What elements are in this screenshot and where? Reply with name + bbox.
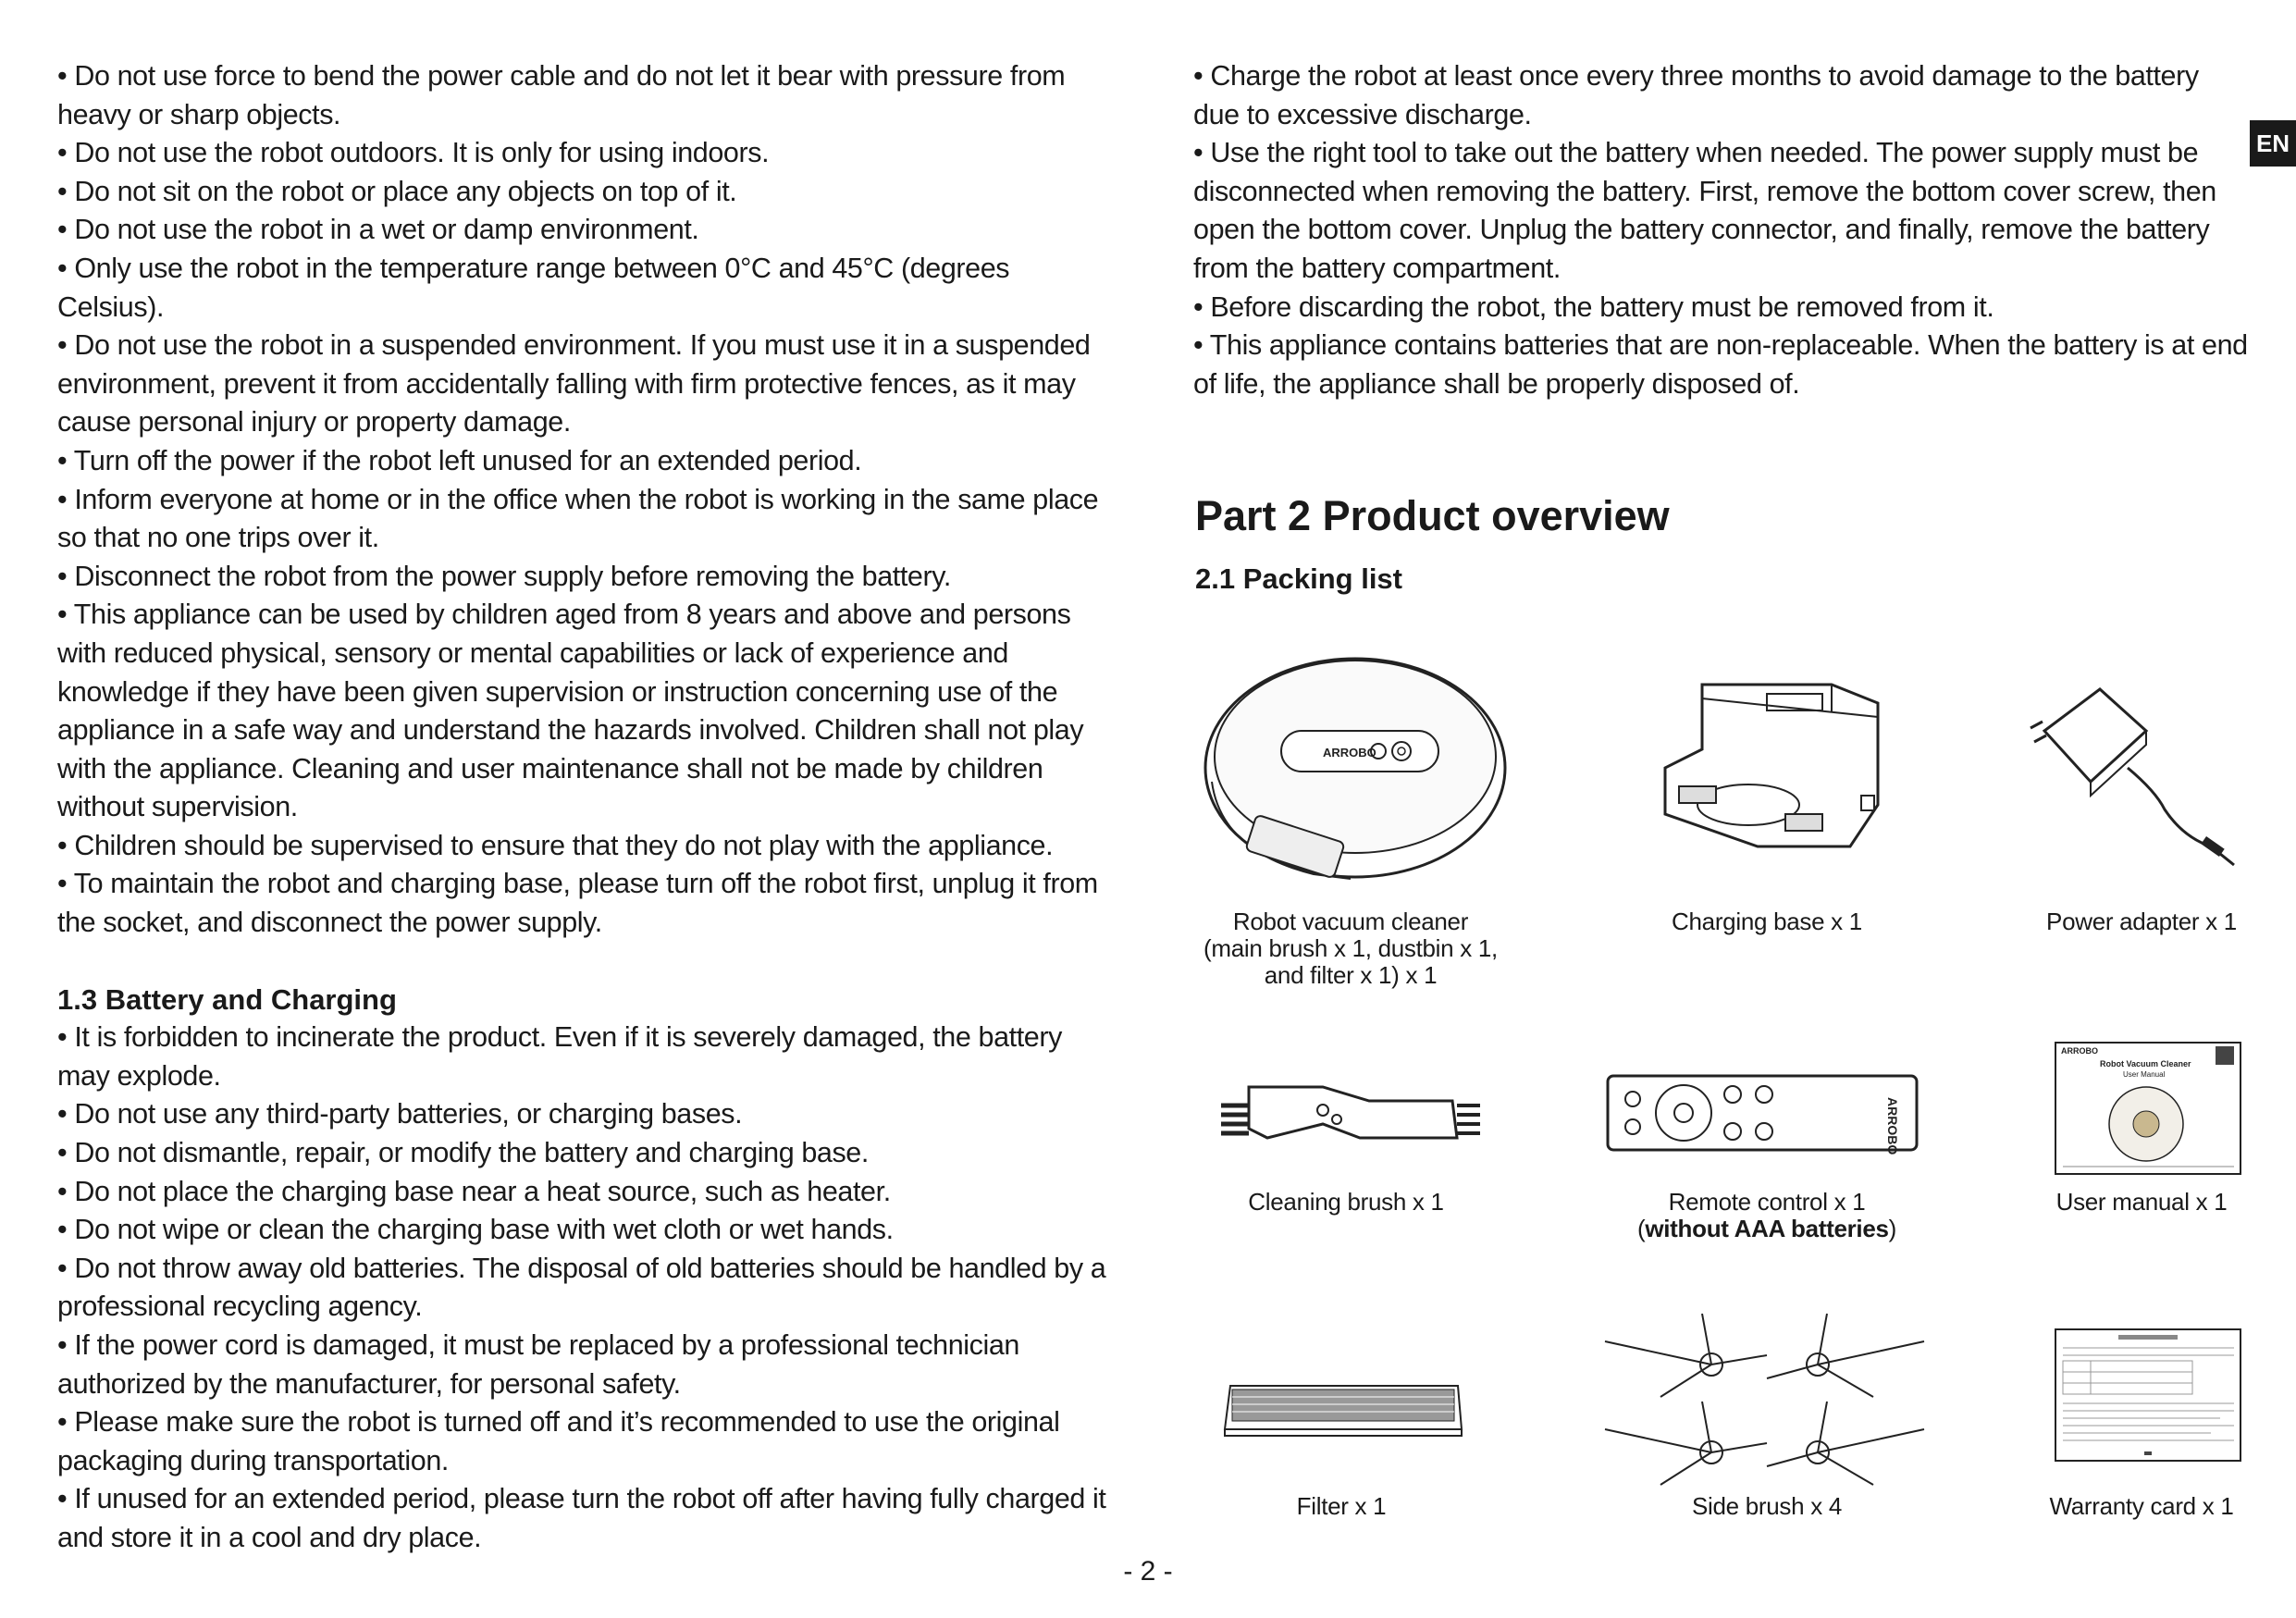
list-item: • Do not use any third-party batteries, or charging bases. <box>57 1098 743 1130</box>
packing-item-robot <box>1161 908 1540 989</box>
list-item: • Do not dismantle, repair, or modify the battery and charging base. <box>57 1137 869 1169</box>
list-item: • Do not use force to bend the power cable and do not let it bear with pressure from heavy or sharp objects. <box>57 60 1066 130</box>
list-item: • Do not use the robot in a suspended environment. If you must use it in a suspended environment, prevent it from accidentally falling with firm protective fences, as it may cause personal injury or property damage. <box>57 329 1091 438</box>
side-brush-illustration <box>1605 1314 1924 1489</box>
packing-item-remote-control <box>1600 1189 1933 1242</box>
list-item: • Do not use the robot outdoors. It is only for using indoors. <box>57 137 770 169</box>
list-item: • Only use the robot in the temperature range between 0°C and 45°C (degrees Celsius). <box>57 252 1010 323</box>
list-item: • This appliance can be used by children aged from 8 years and above and persons with reduced physical, sensory or mental capabilities or lack of experience and knowledge if they have been given supervision or instruction concerning use of the appliance in a safe way and understand the hazards involved. Children shall not play with the appliance. Cleaning and user maintenance shall not be made by children without supervision. <box>57 599 1084 823</box>
right-column <box>1193 57 2248 403</box>
item-caption: Warranty card x 1 <box>2049 1492 2234 1520</box>
list-item: • Do not throw away old batteries. The disposal of old batteries should be handled by a professional recycling agency. <box>57 1252 1106 1323</box>
packing-list-title: 2.1 Packing list <box>1195 562 1402 595</box>
item-caption: User manual x 1 <box>2055 1188 2228 1216</box>
item-caption: Charging base x 1 <box>1672 908 1862 935</box>
safety-list <box>57 57 1121 943</box>
item-caption-note: (without AAA batteries) <box>1636 1215 1897 1242</box>
list-item: • This appliance contains batteries that are non-replaceable. When the battery is at end of life, the appliance shall be properly disposed of. <box>1193 329 2248 400</box>
cleaning-brush-illustration <box>1212 1073 1480 1156</box>
list-item: • If the power cord is damaged, it must be replaced by a professional technician authorized by the manufacturer, for personal safety. <box>57 1329 1019 1400</box>
page-number: - 2 - <box>1123 1556 1173 1587</box>
battery-section-title: 1.3 Battery and Charging <box>57 982 397 1016</box>
list-item: • Inform everyone at home or in the office when the robot is working in the same place so that no one trips over it. <box>57 483 1099 554</box>
manual-cover-title: Robot Vacuum Cleaner <box>2100 1059 2191 1068</box>
list-item: • Before discarding the robot, the battery must be removed from it. <box>1193 290 1994 323</box>
packing-item-warranty-card <box>1989 1493 2294 1520</box>
robot-vacuum-illustration <box>1203 657 1508 888</box>
left-column <box>57 57 1121 1558</box>
no-batteries-note: without AAA batteries <box>1645 1215 1889 1242</box>
battery-list <box>57 1019 1121 1557</box>
item-caption: Cleaning brush x 1 <box>1248 1188 1444 1216</box>
manual-cover-subtitle: User Manual <box>2123 1070 2166 1079</box>
remote-control-illustration <box>1605 1071 1920 1155</box>
list-item: • Disconnect the robot from the power supply before removing the battery. <box>57 560 951 592</box>
packing-item-filter <box>1184 1493 1499 1520</box>
filter-illustration <box>1219 1378 1467 1443</box>
part2-title: Part 2 Product overview <box>1195 492 1670 539</box>
list-item: • To maintain the robot and charging base, please turn off the robot first, unplug it from the socket, and disconnect the power supply. <box>57 868 1098 939</box>
packing-item-charging-base <box>1600 908 1933 935</box>
list-item: • Please make sure the robot is turned off and it’s recommended to use the original packaging during transportation. <box>57 1406 1060 1476</box>
robot-logo: ARROBO <box>1323 746 1376 760</box>
user-manual-illustration <box>2054 1041 2243 1178</box>
packing-item-power-adapter <box>1989 908 2294 935</box>
warranty-card-illustration <box>2054 1328 2243 1464</box>
item-caption: Side brush x 4 <box>1691 1492 1842 1520</box>
list-item: • Do not use the robot in a wet or damp environment. <box>57 214 699 246</box>
list-item: • Do not wipe or clean the charging base with wet cloth or wet hands. <box>57 1214 894 1246</box>
packing-item-user-manual <box>1989 1189 2294 1216</box>
item-caption: Remote control x 1 <box>1668 1188 1866 1216</box>
item-caption: Power adapter x 1 <box>2046 908 2237 935</box>
item-caption: Robot vacuum cleaner (main brush x 1, dustbin x 1, and filter x 1) x 1 <box>1204 908 1498 989</box>
language-tab: EN <box>2250 120 2296 167</box>
packing-item-side-brush <box>1600 1493 1933 1520</box>
power-adapter-illustration <box>2026 680 2248 874</box>
manual-logo: ARROBO <box>2061 1046 2098 1056</box>
list-item: • If unused for an extended period, please turn the robot off after having fully charged it and store it in a cool and dry place. <box>57 1483 1106 1553</box>
item-caption: Filter x 1 <box>1296 1492 1387 1520</box>
list-item: • Turn off the power if the robot left unused for an extended period. <box>57 444 862 476</box>
charging-base-illustration <box>1647 675 1896 860</box>
list-item: • Charge the robot at least once every three months to avoid damage to the battery due to excessive discharge. <box>1193 60 2199 130</box>
packing-item-cleaning-brush <box>1184 1189 1508 1216</box>
list-item: • Children should be supervised to ensure that they do not play with the appliance. <box>57 829 1054 861</box>
remote-logo: ARROBO <box>1885 1097 1900 1155</box>
list-item: • Use the right tool to take out the battery when needed. The power supply must be disconnected when removing the battery. First, remove the bottom cover screw, then open the bottom cover. Unplug the battery connector, and finally, remove the battery from the battery compartment. <box>1193 137 2216 284</box>
list-item: • Do not sit on the robot or place any objects on top of it. <box>57 175 737 207</box>
list-item: • Do not place the charging base near a heat source, such as heater. <box>57 1175 891 1207</box>
battery-list-continued <box>1193 57 2248 403</box>
list-item: • It is forbidden to incinerate the product. Even if it is severely damaged, the battery may explode. <box>57 1021 1062 1092</box>
